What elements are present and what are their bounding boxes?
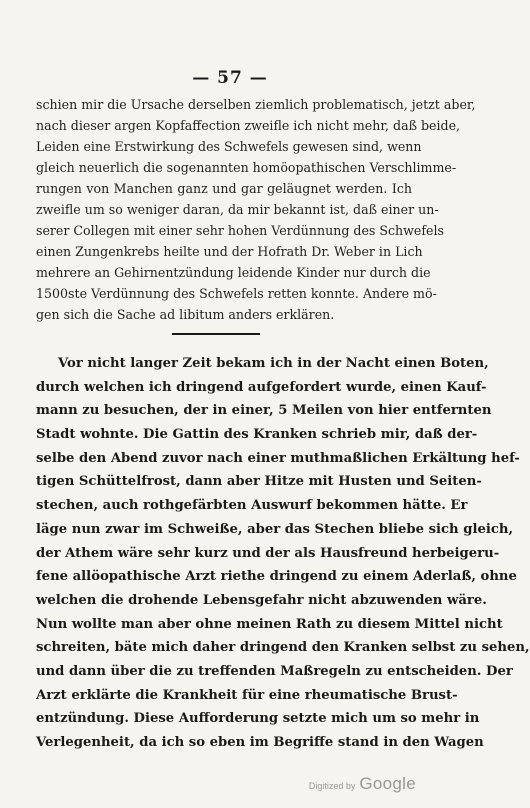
watermark-brand: Google: [359, 774, 416, 793]
text-line: Leiden eine Erstwirkung des Schwefels gewesen sind, wenn: [36, 139, 422, 154]
upper-paragraph: [36, 94, 476, 325]
text-line: läge nun zwar im Schweiße, aber das Stechen bliebe sich gleich,: [36, 521, 514, 537]
text-line: entzündung. Diese Aufforderung setzte mich um so mehr in: [36, 711, 480, 727]
text-line: selbe den Abend zuvor nach einer muthmaßlichen Erkältung hef-: [36, 450, 520, 466]
text-line: schreiten, bäte mich daher dringend den Kranken selbst zu sehen,: [36, 640, 530, 656]
text-line: einen Zungenkrebs heilte und der Hofrath Dr. Weber in Lich: [36, 244, 423, 259]
text-line: der Athem wäre sehr kurz und der als Hausfreund herbeigeru-: [36, 545, 500, 561]
text-line: schien mir die Ursache derselben ziemlich problematisch, jetzt aber,: [36, 97, 476, 112]
text-line: nach dieser argen Kopfaffection zweifle ich nicht mehr, daß beide,: [36, 118, 461, 133]
page-number: — 57 —: [192, 68, 268, 88]
text-line: zweifle um so weniger daran, da mir bekannt ist, daß einer un-: [36, 202, 439, 217]
watermark-prefix: Digitized by: [308, 781, 356, 791]
text-line: tigen Schüttelfrost, dann aber Hitze mit Husten und Seiten-: [36, 474, 482, 490]
text-line: gleich neuerlich die sogenannten homöopathischen Verschlimme-: [36, 160, 457, 175]
text-line: gen sich die Sache ad libitum anders erklären.: [36, 307, 335, 322]
text-line: stechen, auch rothgefärbten Auswurf bekommen hätte. Er: [36, 498, 468, 514]
text-line: welchen die drohende Lebensgefahr nicht abzuwenden wäre.: [36, 592, 487, 608]
lower-paragraph: [36, 352, 530, 755]
text-line: und dann über die zu treffenden Maßregeln zu entscheiden. Der: [36, 663, 513, 679]
text-line: Verlegenheit, da ich so eben im Begriffe stand in den Wagen: [36, 735, 484, 750]
text-line: mehrere an Gehirnentzündung leidende Kinder nur durch die: [36, 265, 431, 280]
text-line: 1500ste Verdünnung des Schwefels retten konnte. Andere mö-: [36, 286, 437, 301]
text-line: rungen von Manchen ganz und gar geläugnet werden. Ich: [36, 181, 412, 196]
digitization-watermark: [309, 774, 416, 794]
text-line: mann zu besuchen, der in einer, 5 Meilen von hier entfernten: [36, 403, 492, 419]
text-line: durch welchen ich dringend aufgefordert wurde, einen Kauf-: [36, 379, 487, 395]
text-line: Nun wollte man aber ohne meinen Rath zu diesem Mittel nicht: [36, 616, 503, 632]
section-divider: [172, 333, 260, 335]
text-line: Vor nicht langer Zeit bekam ich in der Nacht einen Boten,: [58, 356, 489, 371]
text-line: fene allöopathische Arzt riethe dringend zu einem Aderlaß, ohne: [36, 569, 517, 585]
text-line: serer Collegen mit einer sehr hohen Verdünnung des Schwefels: [36, 223, 444, 238]
text-line: Arzt erklärte die Krankheit für eine rheumatische Brust-: [36, 687, 458, 703]
text-line: Stadt wohnte. Die Gattin des Kranken schrieb mir, daß der-: [36, 427, 478, 443]
